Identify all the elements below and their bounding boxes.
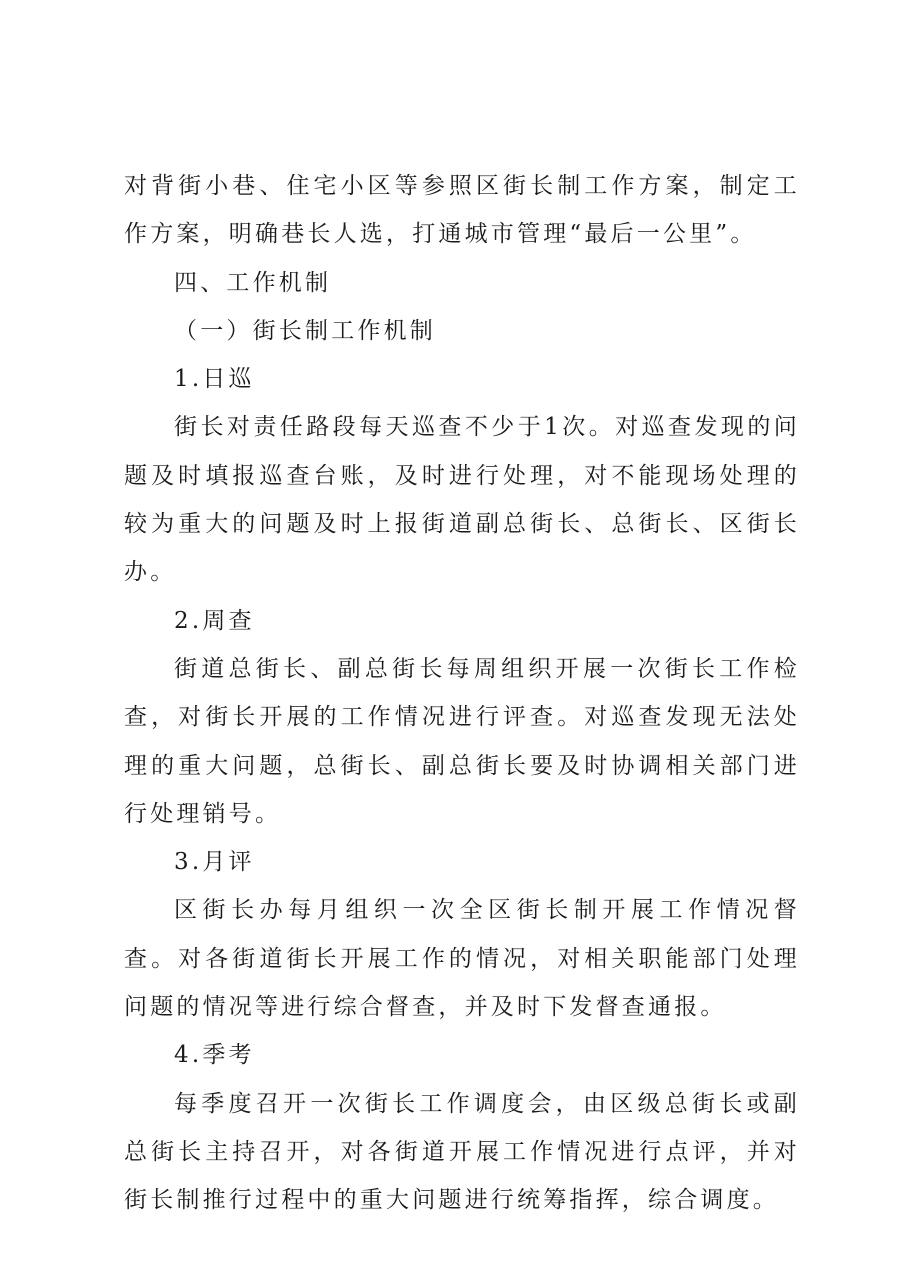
paragraph-monthly-review: 区街长办每月组织一次全区街长制开展工作情况督查。对各街道街长开展工作的情况，对相关职能部门处理问题的情况等进行综合督查，并及时下发督查通报。 <box>124 897 800 1021</box>
item-heading-daily-patrol: 1.日巡 <box>174 366 255 393</box>
item-heading-quarterly-assessment: 4.季考 <box>174 1042 255 1069</box>
paragraph-weekly-check: 街道总街长、副总街长每周组织开展一次街长工作检查，对街长开展的工作情况进行评查。对巡查发现无法处理的重大问题，总街长、副总街长要及时协调相关部门进行处理销号。 <box>124 655 800 827</box>
item-heading-monthly-review: 3.月评 <box>174 849 255 876</box>
paragraph-continuation: 对背街小巷、住宅小区等参照区街长制工作方案，制定工作方案，明确巷长人选，打通城市管理“最后一公里”。 <box>124 173 800 248</box>
document-body <box>124 162 800 1225</box>
paragraph-daily-patrol: 街长对责任路段每天巡查不少于1次。对巡查发现的问题及时填报巡查台账，及时进行处理，对不能现场处理的较为重大的问题及时上报街道副总街长、总街长、区街长办。 <box>124 414 800 586</box>
paragraph-quarterly-assessment: 每季度召开一次街长工作调度会，由区级总街长或副总街长主持召开，对各街道开展工作情况进行点评，并对街长制推行过程中的重大问题进行统筹指挥，综合调度。 <box>124 1090 800 1214</box>
section-heading-work-mechanism: 四、工作机制 <box>174 269 332 296</box>
item-heading-weekly-check: 2.周查 <box>174 607 255 634</box>
subsection-heading-street-chief-mechanism: （一）街长制工作机制 <box>174 317 436 344</box>
